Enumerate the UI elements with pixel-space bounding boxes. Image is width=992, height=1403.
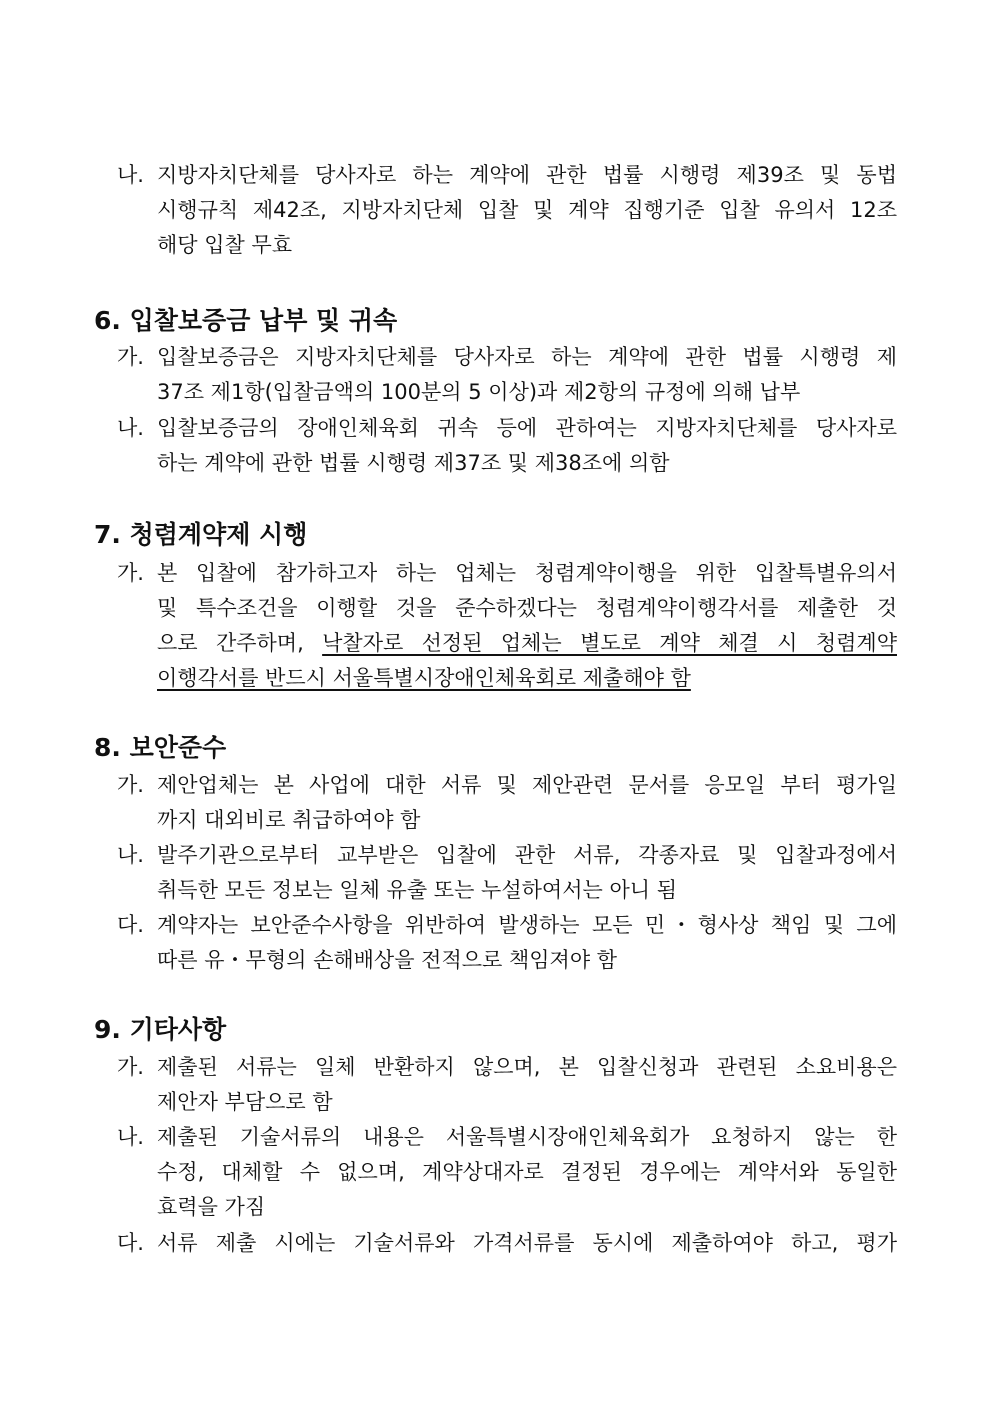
item-line: 까지 대외비로 취급하여야 함	[157, 808, 421, 832]
section-9-heading: 9. 기타사항	[94, 1015, 227, 1044]
item-line: 시행규칙 제42조, 지방자치단체 입찰 및 계약 집행기준 입찰 유의서 12조	[157, 198, 897, 222]
list-item-b92	[117, 1120, 897, 1225]
item-marker: 나.	[117, 1125, 144, 1149]
item-marker: 나.	[117, 843, 144, 867]
item-line: 수정, 대체할 수 없으며, 계약상대자로 결정된 경우에는 계약서와 동일한	[157, 1160, 897, 1184]
list-item-b82	[117, 838, 897, 908]
item-line: 제출된 서류는 일체 반환하지 않으며, 본 입찰신청과 관련된 소요비용은	[157, 1055, 897, 1079]
item-line: 하는 계약에 관한 법률 시행령 제37조 및 제38조에 의함	[157, 451, 670, 475]
list-item-b0	[117, 158, 897, 263]
item-marker: 가.	[117, 773, 144, 797]
list-item-b71	[117, 556, 897, 696]
item-line: 입찰보증금은 지방자치단체를 당사자로 하는 계약에 관한 법률 시행령 제	[157, 345, 897, 369]
item-marker: 나.	[117, 416, 144, 440]
item-line: 취득한 모든 정보는 일체 유출 또는 누설하여서는 아니 됨	[157, 878, 677, 902]
item-line: 해당 입찰 무효	[157, 233, 293, 257]
item-line: 계약자는 보안준수사항을 위반하여 발생하는 모든 민・형사상 책임 및 그에	[157, 913, 897, 937]
list-item-b83	[117, 908, 897, 978]
item-line: 및 특수조건을 이행할 것을 준수하겠다는 청렴계약이행각서를 제출한 것	[157, 596, 897, 620]
section-8-heading: 8. 보안준수	[94, 733, 227, 762]
list-item-b91	[117, 1050, 897, 1120]
item-line: 본 입찰에 참가하고자 하는 업체는 청렴계약이행을 위한 입찰특별유의서	[157, 561, 897, 585]
item-line: 제안업체는 본 사업에 대한 서류 및 제안관련 문서를 응모일 부터 평가일	[157, 773, 897, 797]
item-line: 지방자치단체를 당사자로 하는 계약에 관한 법률 시행령 제39조 및 동법	[157, 163, 897, 187]
item-line	[157, 626, 897, 661]
item-line: 발주기관으로부터 교부받은 입찰에 관한 서류, 각종자료 및 입찰과정에서	[157, 843, 897, 867]
item-line: 입찰보증금의 장애인체육회 귀속 등에 관하여는 지방자치단체를 당사자로	[157, 416, 897, 440]
list-item-b93	[117, 1226, 897, 1261]
item-marker: 다.	[117, 913, 144, 937]
item-marker: 나.	[117, 163, 144, 187]
item-line: 37조 제1항(입찰금액의 100분의 5 이상)과 제2항의 규정에 의해 납부	[157, 380, 801, 404]
item-line: 효력을 가짐	[157, 1195, 266, 1219]
item-marker: 가.	[117, 345, 144, 369]
underlined-notice: 이행각서를 반드시 서울특별시장애인체육회로 제출해야 함	[157, 666, 691, 690]
list-item-b61	[117, 340, 897, 410]
item-marker: 가.	[117, 561, 144, 585]
item-line: 서류 제출 시에는 기술서류와 가격서류를 동시에 제출하여야 하고, 평가	[157, 1231, 897, 1255]
item-line: 제안자 부담으로 함	[157, 1090, 333, 1114]
item-line-plain: 으로 간주하며,	[157, 631, 323, 655]
section-6-heading: 6. 입찰보증금 납부 및 귀속	[94, 306, 398, 335]
list-item-b81	[117, 768, 897, 838]
section-7-heading: 7. 청렴계약제 시행	[94, 520, 308, 549]
item-line	[157, 661, 897, 696]
item-line: 따른 유・무형의 손해배상을 전적으로 책임져야 함	[157, 948, 618, 972]
item-marker: 다.	[117, 1231, 144, 1255]
underlined-notice: 낙찰자로 선정된 업체는 별도로 계약 체결 시 청렴계약	[322, 631, 897, 655]
item-marker: 가.	[117, 1055, 144, 1079]
item-line: 제출된 기술서류의 내용은 서울특별시장애인체육회가 요청하지 않는 한	[157, 1125, 897, 1149]
list-item-b62	[117, 411, 897, 481]
